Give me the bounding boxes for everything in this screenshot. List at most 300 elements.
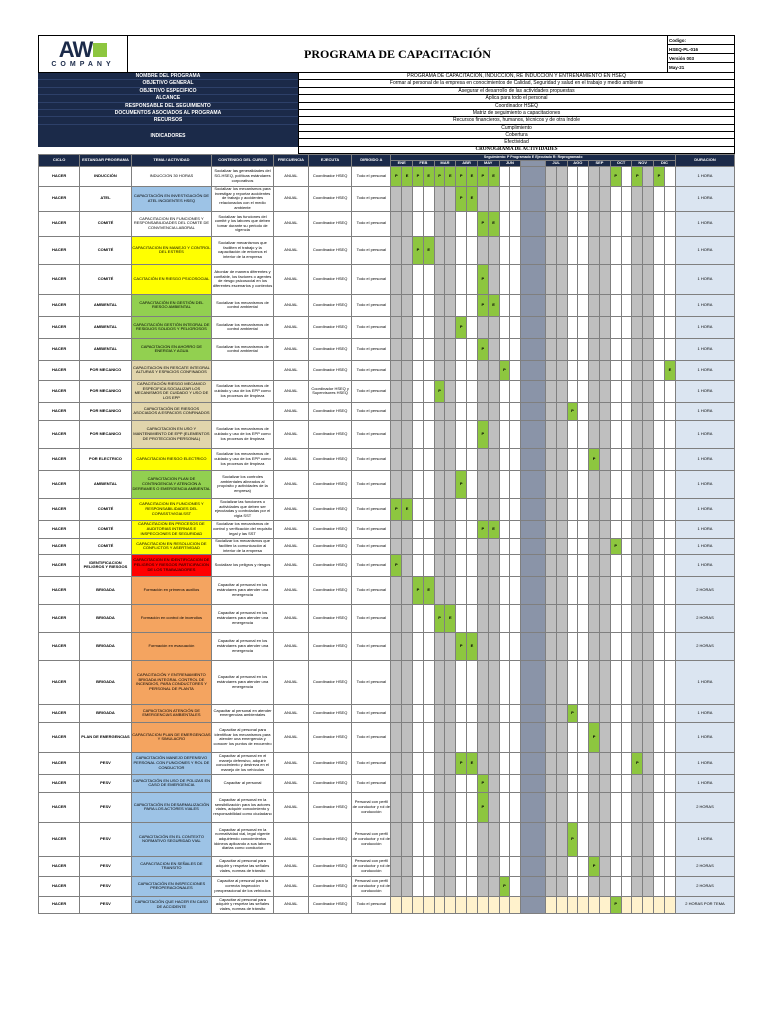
schedule-title-row xyxy=(38,147,735,154)
schedule-cell xyxy=(654,896,665,913)
schedule-gap-cell xyxy=(521,856,546,876)
schedule-cell xyxy=(488,402,499,420)
schedule-mark: P xyxy=(477,520,488,538)
cell-contenido: Socializar mecanismos que faciliten el trabajo y la capacitación de entornos el interior de la empresa xyxy=(212,236,274,264)
schedule-cell xyxy=(413,380,424,402)
schedule-cell xyxy=(477,470,488,498)
schedule-cell xyxy=(643,554,654,576)
cell-ciclo: HACER xyxy=(39,856,80,876)
schedule-cell xyxy=(445,360,456,380)
cell-frecuencia: ANUAL xyxy=(273,704,308,722)
schedule-cell xyxy=(643,236,654,264)
schedule-cell xyxy=(610,792,621,822)
schedule-cell xyxy=(434,360,445,380)
cell-ciclo: HACER xyxy=(39,520,80,538)
schedule-cell xyxy=(510,236,521,264)
schedule-cell xyxy=(488,420,499,448)
schedule-cell xyxy=(610,316,621,338)
schedule-cell xyxy=(654,774,665,792)
cell-ciclo: HACER xyxy=(39,236,80,264)
cell-frecuencia: ANUAL xyxy=(273,538,308,554)
cell-duracion: 1 HORA xyxy=(675,520,734,538)
schedule-cell xyxy=(445,380,456,402)
schedule-cell xyxy=(567,896,578,913)
schedule-cell xyxy=(434,822,445,856)
schedule-cell xyxy=(510,520,521,538)
schedule-mark: E xyxy=(488,166,499,186)
schedule-cell xyxy=(434,538,445,554)
cell-estandar: BRIGADA xyxy=(80,604,132,632)
schedule-cell xyxy=(621,186,632,211)
cell-estandar: PESV xyxy=(80,896,132,913)
schedule-cell xyxy=(643,380,654,402)
schedule-cell xyxy=(499,792,510,822)
schedule-cell xyxy=(391,420,402,448)
table-row xyxy=(39,554,735,576)
schedule-cell xyxy=(599,538,610,554)
cell-contenido: Capacitar al personal para la correcta inspección preoperacional de los vehículos xyxy=(212,876,274,896)
schedule-cell xyxy=(589,166,600,186)
schedule-cell xyxy=(467,360,478,380)
cell-dirigido: Todo el personal xyxy=(352,660,391,704)
cell-duracion: 1 HORA xyxy=(675,338,734,360)
schedule-cell xyxy=(467,538,478,554)
cell-estandar: COMITÉ xyxy=(80,264,132,294)
schedule-cell xyxy=(578,876,589,896)
schedule-gap-cell xyxy=(521,236,546,264)
cell-duracion: 1 HORA xyxy=(675,402,734,420)
schedule-cell xyxy=(456,420,467,448)
schedule-cell xyxy=(632,538,643,554)
schedule-cell xyxy=(402,338,413,360)
schedule-cell xyxy=(467,876,478,896)
schedule-cell xyxy=(599,876,610,896)
cell-estandar: COMITÉ xyxy=(80,520,132,538)
cell-ejecuta: Coordinador HSEQ xyxy=(308,264,351,294)
cell-ciclo: HACER xyxy=(39,660,80,704)
schedule-cell xyxy=(556,448,567,470)
schedule-cell xyxy=(589,538,600,554)
cell-contenido: Socializar los mecanismos de control y verificación del requisito legal y las SST xyxy=(212,520,274,538)
month-header: FEB xyxy=(413,160,435,166)
schedule-cell xyxy=(578,856,589,876)
cell-frecuencia: ANUAL xyxy=(273,576,308,604)
schedule-cell xyxy=(510,704,521,722)
schedule-cell xyxy=(610,822,621,856)
month-header: ABR xyxy=(456,160,478,166)
schedule-cell xyxy=(632,360,643,380)
cell-ejecuta: Coordinador HSEQ xyxy=(308,856,351,876)
schedule-cell xyxy=(545,380,556,402)
schedule-cell xyxy=(545,822,556,856)
schedule-cell xyxy=(467,338,478,360)
cell-ciclo: HACER xyxy=(39,896,80,913)
logo-square-icon xyxy=(93,43,107,57)
schedule-cell xyxy=(413,660,424,704)
schedule-cell xyxy=(567,660,578,704)
cell-estandar: POR MECANICO xyxy=(80,420,132,448)
schedule-cell xyxy=(589,360,600,380)
schedule-cell xyxy=(632,264,643,294)
schedule-cell xyxy=(510,554,521,576)
schedule-cell xyxy=(621,294,632,316)
schedule-cell xyxy=(664,236,675,264)
schedule-cell xyxy=(413,316,424,338)
schedule-cell xyxy=(654,632,665,660)
schedule-cell xyxy=(510,576,521,604)
col-header-ejecuta: EJECUTA xyxy=(308,154,351,166)
schedule-cell xyxy=(654,380,665,402)
schedule-gap-cell xyxy=(521,360,546,380)
schedule-cell xyxy=(610,448,621,470)
cell-tema: CAPACITACIÓN MANEJO DEFENSIVO PERSONAL CON FUNCIONES Y ROL DE CONDUCTOR xyxy=(131,752,211,774)
schedule-cell xyxy=(632,402,643,420)
schedule-cell xyxy=(610,498,621,520)
schedule-cell xyxy=(567,722,578,752)
cell-dirigido: Todo el personal xyxy=(352,380,391,402)
cell-estandar: ATEL xyxy=(80,186,132,211)
schedule-cell xyxy=(621,704,632,722)
cell-frecuencia: ANUAL xyxy=(273,520,308,538)
schedule-cell xyxy=(499,402,510,420)
cell-contenido: Capacitar al personal para identificar los mecanismos para atender una emergencia y conocer los puntos de encuentro xyxy=(212,722,274,752)
schedule-cell xyxy=(589,774,600,792)
schedule-mark: E xyxy=(467,752,478,774)
schedule-cell xyxy=(654,186,665,211)
schedule-cell xyxy=(545,538,556,554)
schedule-cell xyxy=(467,294,478,316)
cell-ciclo: HACER xyxy=(39,470,80,498)
schedule-cell xyxy=(413,774,424,792)
schedule-cell xyxy=(643,856,654,876)
schedule-cell xyxy=(391,520,402,538)
cell-duracion: 1 HORA xyxy=(675,722,734,752)
schedule-cell xyxy=(391,792,402,822)
schedule-cell xyxy=(610,576,621,604)
table-row xyxy=(39,186,735,211)
schedule-gap-cell xyxy=(521,876,546,896)
schedule-cell xyxy=(654,752,665,774)
schedule-cell xyxy=(445,704,456,722)
cell-frecuencia: ANUAL xyxy=(273,822,308,856)
company-logo xyxy=(38,35,128,73)
schedule-cell xyxy=(434,722,445,752)
schedule-cell xyxy=(488,380,499,402)
schedule-cell xyxy=(445,856,456,876)
schedule-cell xyxy=(423,448,434,470)
table-row xyxy=(39,722,735,752)
schedule-cell xyxy=(434,876,445,896)
cell-dirigido: Todo el personal xyxy=(352,520,391,538)
schedule-cell xyxy=(632,704,643,722)
schedule-cell xyxy=(488,554,499,576)
schedule-cell xyxy=(545,554,556,576)
schedule-cell xyxy=(488,752,499,774)
schedule-cell xyxy=(391,380,402,402)
cell-tema: INDUCCION 30 HORAS xyxy=(131,166,211,186)
cell-tema: CAPACITACION EN RESCATE INTEGRAL ALTURAS Y ESPACIOS CONFINADOS xyxy=(131,360,211,380)
cell-estandar: PESV xyxy=(80,856,132,876)
cell-tema: CAPACITACIÓN EN INVESTIGACIÓN DE ATEL INCIDENTES HSEQ xyxy=(131,186,211,211)
schedule-cell xyxy=(477,554,488,576)
schedule-cell xyxy=(643,316,654,338)
schedule-cell xyxy=(477,448,488,470)
schedule-cell xyxy=(545,792,556,822)
schedule-cell xyxy=(510,792,521,822)
cell-tema: CAPACITACION EN SEÑALES DE TRANSITO xyxy=(131,856,211,876)
cell-dirigido: Todo el personal xyxy=(352,576,391,604)
schedule-cell xyxy=(599,360,610,380)
schedule-cell xyxy=(654,420,665,448)
schedule-cell xyxy=(456,554,467,576)
cell-duracion: 1 HORA xyxy=(675,420,734,448)
cell-estandar: AMBIENTAL xyxy=(80,470,132,498)
schedule-mark: P xyxy=(477,166,488,186)
schedule-cell xyxy=(567,876,578,896)
schedule-cell xyxy=(599,554,610,576)
schedule-mark: P xyxy=(589,722,600,752)
schedule-cell xyxy=(434,338,445,360)
cell-frecuencia: ANUAL xyxy=(273,360,308,380)
schedule-cell xyxy=(402,774,413,792)
indicators-label: INDICADORES xyxy=(38,125,298,147)
schedule-cell xyxy=(391,752,402,774)
cell-dirigido: Personal con perfil de conductor y rol de conducción xyxy=(352,822,391,856)
cell-tema: CAPACITACIÓN Y ENTRENAMIENTO BRIGADA INTEGRAL CONTROL DE INCENDIOS, PARA CONDUCTORES Y PERSONAL DE PLANTA xyxy=(131,660,211,704)
schedule-cell xyxy=(632,722,643,752)
schedule-cell xyxy=(510,380,521,402)
schedule-cell xyxy=(445,420,456,448)
cell-frecuencia: ANUAL xyxy=(273,632,308,660)
schedule-cell xyxy=(664,774,675,792)
schedule-mark: P xyxy=(477,211,488,236)
table-row xyxy=(39,236,735,264)
schedule-cell xyxy=(599,316,610,338)
cell-tema: CAPACITACION PLAN DE CONTINGENCIA Y ATENCION A DERRAMES O EMERGENCIA AMBIENTAL xyxy=(131,470,211,498)
schedule-cell xyxy=(445,186,456,211)
cell-ciclo: HACER xyxy=(39,604,80,632)
schedule-cell xyxy=(599,380,610,402)
schedule-cell xyxy=(499,554,510,576)
schedule-cell xyxy=(445,264,456,294)
schedule-cell xyxy=(488,660,499,704)
schedule-cell xyxy=(664,211,675,236)
schedule-cell xyxy=(567,538,578,554)
schedule-cell xyxy=(467,722,478,752)
schedule-cell xyxy=(664,520,675,538)
schedule-cell xyxy=(456,792,467,822)
cell-estandar: POR MECANICO xyxy=(80,402,132,420)
schedule-cell xyxy=(499,538,510,554)
schedule-mark: E xyxy=(423,166,434,186)
cell-frecuencia: ANUAL xyxy=(273,316,308,338)
cell-dirigido: Personal con perfil de conductor y rol de conducción xyxy=(352,876,391,896)
table-row xyxy=(39,876,735,896)
schedule-cell xyxy=(402,236,413,264)
cell-duracion: 1 HORA xyxy=(675,236,734,264)
schedule-cell xyxy=(578,520,589,538)
cell-tema: CAPACITACIÓN EN DESARMALIZACIÓN PARA LOS ACTORES VIALES xyxy=(131,792,211,822)
schedule-cell xyxy=(567,211,578,236)
schedule-cell xyxy=(402,876,413,896)
schedule-gap-cell xyxy=(521,632,546,660)
schedule-cell xyxy=(402,792,413,822)
schedule-cell xyxy=(654,211,665,236)
schedule-cell xyxy=(589,264,600,294)
month-header: ENE xyxy=(391,160,413,166)
schedule-cell xyxy=(556,896,567,913)
schedule-cell xyxy=(643,166,654,186)
schedule-cell xyxy=(621,896,632,913)
cell-estandar: PLAN DE EMERGENCIAS xyxy=(80,722,132,752)
schedule-cell xyxy=(510,774,521,792)
cell-frecuencia: ANUAL xyxy=(273,498,308,520)
cell-contenido: Capacitar al personal xyxy=(212,774,274,792)
schedule-cell xyxy=(567,498,578,520)
schedule-cell xyxy=(477,576,488,604)
schedule-mark: E xyxy=(467,166,478,186)
month-header: SEP xyxy=(589,160,611,166)
schedule-cell xyxy=(664,704,675,722)
schedule-cell xyxy=(434,294,445,316)
schedule-cell xyxy=(545,576,556,604)
schedule-cell xyxy=(488,470,499,498)
info-row xyxy=(38,80,735,87)
schedule-cell xyxy=(664,876,675,896)
schedule-cell xyxy=(664,538,675,554)
schedule-cell xyxy=(589,316,600,338)
cell-tema: Formación en evacuación xyxy=(131,632,211,660)
cell-duracion: 1 HORA xyxy=(675,554,734,576)
schedule-cell xyxy=(445,236,456,264)
schedule-cell xyxy=(556,264,567,294)
schedule-cell xyxy=(499,316,510,338)
schedule-cell xyxy=(567,774,578,792)
table-row xyxy=(39,604,735,632)
schedule-cell xyxy=(578,294,589,316)
schedule-cell xyxy=(488,498,499,520)
schedule-cell xyxy=(402,576,413,604)
schedule-cell xyxy=(391,402,402,420)
schedule-cell xyxy=(664,186,675,211)
schedule-cell xyxy=(654,822,665,856)
schedule-cell xyxy=(499,498,510,520)
schedule-mark: E xyxy=(488,520,499,538)
schedule-cell xyxy=(510,448,521,470)
schedule-cell xyxy=(477,316,488,338)
schedule-cell xyxy=(621,380,632,402)
schedule-cell xyxy=(423,604,434,632)
table-row xyxy=(39,576,735,604)
cell-ejecuta: Coordinador HSEQ xyxy=(308,632,351,660)
cell-ejecuta: Coordinador HSEQ xyxy=(308,822,351,856)
schedule-cell xyxy=(654,338,665,360)
schedule-mark: E xyxy=(488,294,499,316)
schedule-cell xyxy=(423,704,434,722)
schedule-cell xyxy=(391,576,402,604)
schedule-cell xyxy=(510,211,521,236)
schedule-cell xyxy=(567,752,578,774)
schedule-gap-cell xyxy=(521,792,546,822)
cell-contenido: Capacitar al personal en los estándares para atender una emergencia xyxy=(212,632,274,660)
cell-ejecuta: Coordinador HSEQ xyxy=(308,554,351,576)
cell-tema: CAPACITACION EN PROCESOS DE AUDITORIAS INTERNAS E INSPECCIONES DE SEGURIDAD xyxy=(131,520,211,538)
schedule-cell xyxy=(413,420,424,448)
cell-estandar: COMITÉ xyxy=(80,236,132,264)
schedule-cell xyxy=(467,316,478,338)
schedule-cell xyxy=(578,704,589,722)
schedule-cell xyxy=(499,704,510,722)
schedule-cell xyxy=(423,264,434,294)
schedule-cell xyxy=(488,774,499,792)
cell-contenido: Socializar los mecanismos para investigar y reportar accidentes de trabajo y accidentes relacionados con el medio ambiente xyxy=(212,186,274,211)
schedule-cell xyxy=(423,752,434,774)
cell-contenido xyxy=(212,360,274,380)
schedule-cell xyxy=(632,498,643,520)
schedule-cell xyxy=(556,660,567,704)
schedule-cell xyxy=(599,722,610,752)
schedule-mark: P xyxy=(499,360,510,380)
schedule-cell xyxy=(578,186,589,211)
schedule-cell xyxy=(413,294,424,316)
cell-tema: Formación en primeros auxilios xyxy=(131,576,211,604)
schedule-cell xyxy=(567,604,578,632)
schedule-cell xyxy=(488,264,499,294)
schedule-mark: E xyxy=(402,166,413,186)
schedule-cell xyxy=(499,660,510,704)
schedule-gap-cell xyxy=(521,498,546,520)
cell-tema: CAPACITACIÓN QUE HACER EN CASO DE ACCIDENTE xyxy=(131,896,211,913)
schedule-mark: P xyxy=(632,752,643,774)
schedule-cell xyxy=(632,338,643,360)
schedule-cell xyxy=(434,576,445,604)
schedule-cell xyxy=(664,554,675,576)
schedule-cell xyxy=(654,236,665,264)
schedule-cell xyxy=(391,704,402,722)
schedule-mark: P xyxy=(456,470,467,498)
schedule-cell xyxy=(423,338,434,360)
schedule-cell xyxy=(402,264,413,294)
schedule-cell xyxy=(654,704,665,722)
schedule-cell xyxy=(654,538,665,554)
cell-ejecuta: Coordinador HSEQ xyxy=(308,211,351,236)
schedule-cell xyxy=(413,402,424,420)
schedule-mark: P xyxy=(456,632,467,660)
schedule-cell xyxy=(445,294,456,316)
schedule-cell xyxy=(599,264,610,294)
schedule-cell xyxy=(499,211,510,236)
schedule-cell xyxy=(654,722,665,752)
schedule-cell xyxy=(643,632,654,660)
schedule-mark: E xyxy=(445,604,456,632)
cell-frecuencia: ANUAL xyxy=(273,470,308,498)
schedule-gap-cell xyxy=(521,166,546,186)
schedule-cell xyxy=(556,360,567,380)
schedule-cell xyxy=(578,576,589,604)
schedule-cell xyxy=(545,632,556,660)
schedule-cell xyxy=(664,420,675,448)
cell-estandar: POR MECANICO xyxy=(80,360,132,380)
schedule-cell xyxy=(391,470,402,498)
cell-contenido: Capacitar al personal en los estándares para atender una emergencia xyxy=(212,576,274,604)
schedule-cell xyxy=(556,792,567,822)
cell-tema: CAPACITACIÓN DE RIESGOS ASOCIADOS A ESPACIOS CONFINADOS xyxy=(131,402,211,420)
schedule-cell xyxy=(434,316,445,338)
schedule-cell xyxy=(567,856,578,876)
schedule-cell xyxy=(391,896,402,913)
schedule-cell xyxy=(445,470,456,498)
schedule-cell xyxy=(664,576,675,604)
